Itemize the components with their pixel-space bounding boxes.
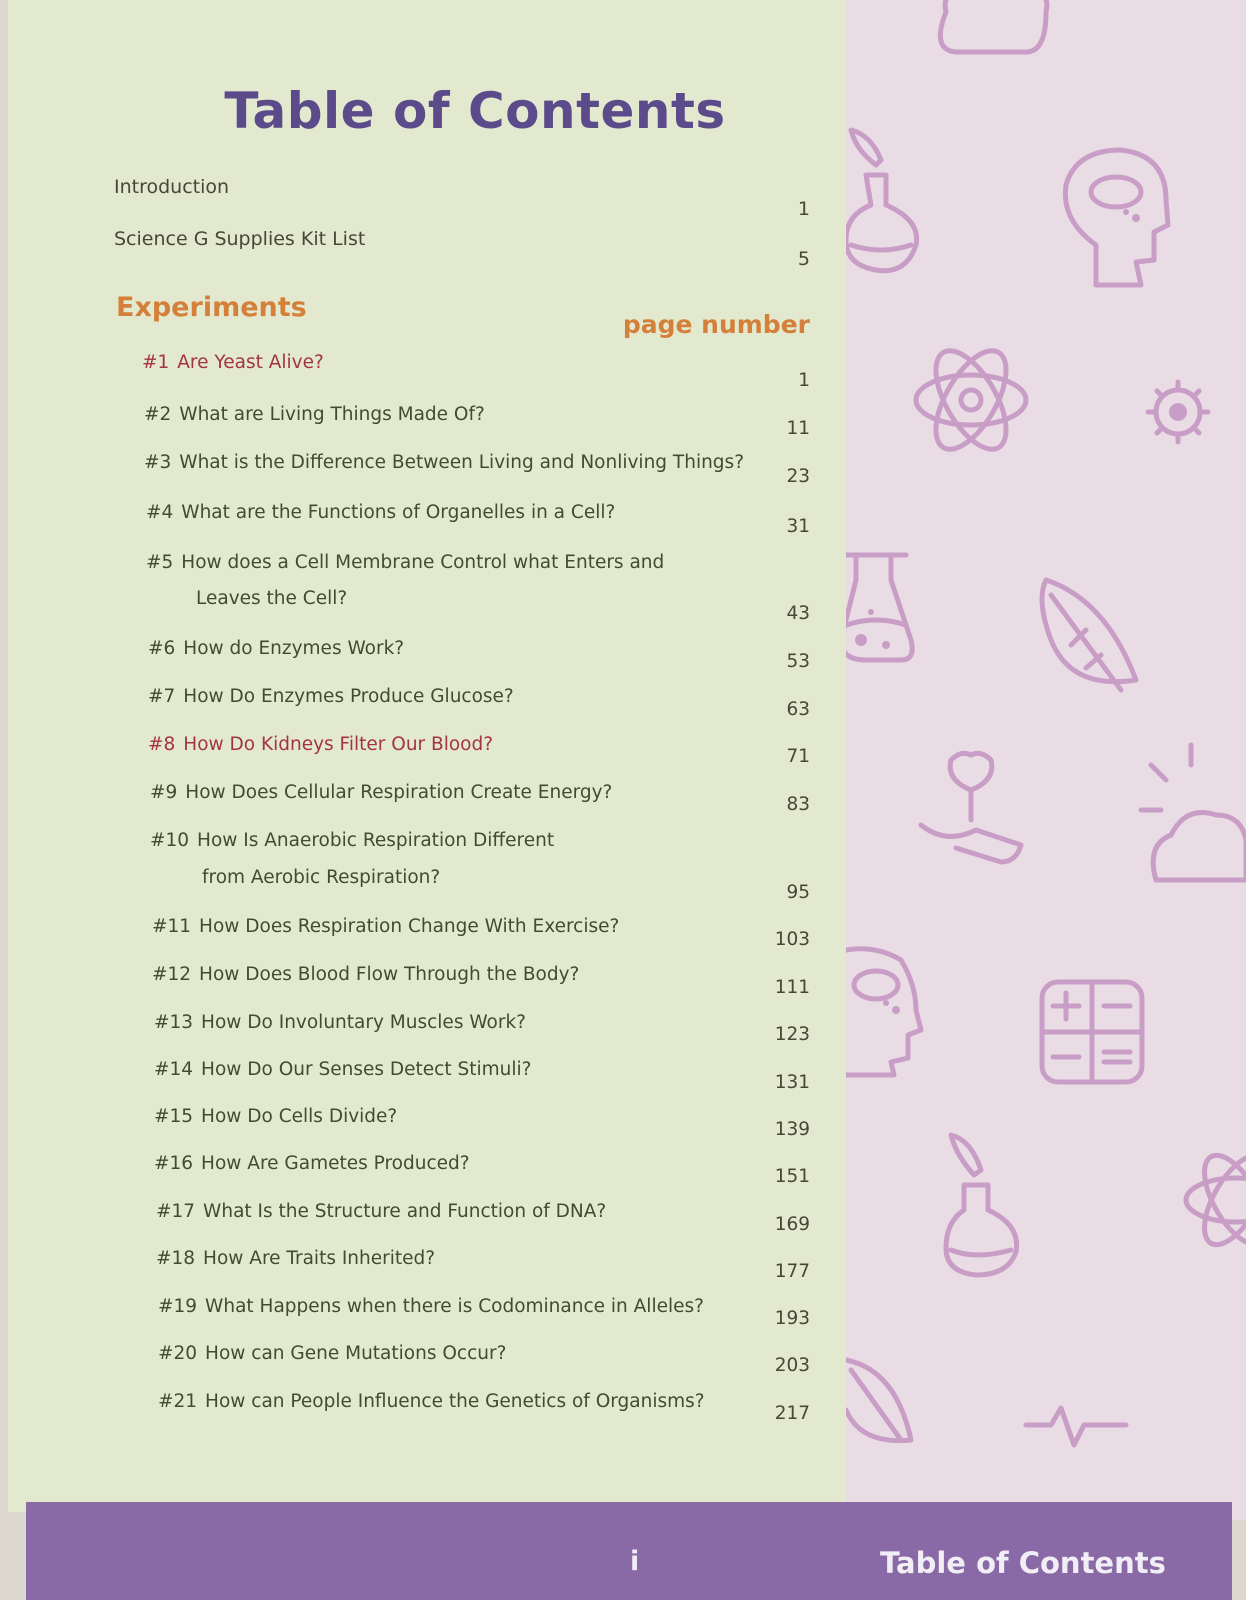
toc-page-number: 123 [774,1024,810,1045]
toc-entry: #4 What are the Functions of Organelles in a Cell? [146,502,616,523]
toc-entry: #1 Are Yeast Alive? [142,352,324,373]
toc-entry-continuation: Leaves the Cell? [196,588,348,609]
toc-page-number: 95 [786,882,810,903]
toc-page-number: 111 [774,977,810,998]
toc-entry: #15 How Do Cells Divide? [154,1106,398,1127]
toc-entry: #21 How can People Influence the Genetics of Organisms? [158,1391,705,1412]
toc-entry: #12 How Does Blood Flow Through the Body? [152,964,580,985]
calculator-icon [1042,982,1142,1082]
experiments-heading: Experiments [116,292,307,323]
front-matter-label-supplies: Science G Supplies Kit List [114,228,366,250]
toc-entry: #5 How does a Cell Membrane Control what Enters and [146,552,665,573]
toc-page-number: 203 [774,1355,810,1376]
decorative-icons [846,0,1246,1520]
toc-entry: #8 How Do Kidneys Filter Our Blood? [148,734,494,755]
toc-entry: #6 How do Enzymes Work? [148,638,405,659]
toc-page-number: 63 [786,699,810,720]
gear-icon [1148,382,1208,442]
toc-page-number: 139 [774,1119,810,1140]
footer-section-title: Table of Contents [880,1546,1166,1580]
toc-entry-continuation: from Aerobic Respiration? [202,867,441,888]
cloud-icon [940,0,1046,52]
toc-page-number: 71 [786,746,810,767]
atom-icon [916,340,1026,460]
toc-page-number: 83 [786,794,810,815]
toc-entry: #10 How Is Anaerobic Respiration Different [150,830,555,851]
head-brain-icon [1065,150,1168,285]
toc-page-number: 31 [786,516,810,537]
toc-entry: #16 How Are Gametes Produced? [154,1153,470,1174]
front-matter-page-supplies: 5 [797,248,810,270]
toc-page-number: 131 [774,1072,810,1093]
toc-entry: #3 What is the Difference Between Living and Nonliving Things? [144,452,745,473]
toc-page-number: 53 [786,651,810,672]
toc-entry: #9 How Does Cellular Respiration Create Energy? [150,782,613,803]
toc-page-number: 151 [774,1166,810,1187]
front-matter-page-introduction: 1 [797,198,810,220]
toc-entry: #18 How Are Traits Inherited? [156,1248,436,1269]
toc-entry: #20 How can Gene Mutations Occur? [158,1343,507,1364]
toc-page-number: 23 [786,466,810,487]
head-brain-icon [846,949,921,1075]
toc-entry: #7 How Do Enzymes Produce Glucose? [148,686,514,707]
leaf-icon [1042,580,1136,690]
page-title: Table of Contents [224,82,726,140]
toc-page-number: 1 [798,370,810,391]
toc-page-number: 169 [774,1214,810,1235]
flask-icon [846,130,917,271]
atom-icon [1186,1146,1246,1255]
toc-entry: #14 How Do Our Senses Detect Stimuli? [154,1059,532,1080]
toc-entry: #19 What Happens when there is Codominance in Alleles? [158,1296,704,1317]
leaf-icon [846,1360,911,1441]
toc-page-number: 193 [774,1308,810,1329]
toc-page-number: 11 [786,418,810,439]
toc-page-number: 217 [774,1403,810,1424]
hand-plant-icon [921,753,1021,862]
toc-entry: #2 What are Living Things Made Of? [144,404,485,425]
toc-page-number: 103 [774,929,810,950]
flask-icon [946,1135,1017,1275]
footer-page-number: i [630,1546,640,1577]
front-matter-label-introduction: Introduction [114,176,230,198]
beaker-icon [846,555,912,660]
page-number-heading: page number [622,310,810,339]
toc-page-number: 177 [774,1261,810,1282]
toc-entry: #13 How Do Involuntary Muscles Work? [154,1012,526,1033]
toc-entry: #17 What Is the Structure and Function of DNA? [156,1201,607,1222]
sun-cloud-icon [1141,745,1246,880]
toc-entry: #11 How Does Respiration Change With Exercise? [152,916,620,937]
toc-page-number: 43 [786,603,810,624]
